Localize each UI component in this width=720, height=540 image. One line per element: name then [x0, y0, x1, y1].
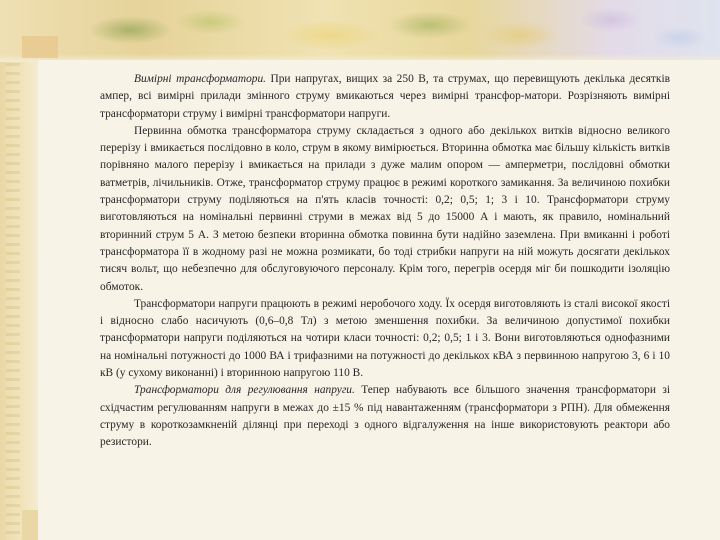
bottom-accent: [22, 510, 38, 540]
left-decorative-band: [0, 0, 38, 540]
paragraph-heading: Трансформатори для регулювання напруги.: [134, 384, 355, 397]
document-text: [100, 71, 670, 452]
paragraph-measuring-transformers: [100, 71, 670, 123]
paragraph-current-transformer: [100, 123, 670, 296]
floral-banner: [0, 0, 720, 62]
corner-accent: [22, 36, 58, 58]
paragraph-body: Первинна обмотка трансформатора струму складається з одного або декількох витків відносно великого перерізу і вмикається послідовно в коло, струм в якому вимірюється. Вторинна обмотка має більшу кількість витків порівняно малого перерізу і вмикається на прилади з дуже малим опором — амперметри, послідовні обмотки ватметрів, лічильників. Отже, трансформатор струму працює в режимі короткого замикання. За величиною похибки трансформатори струму поділяються на п'ять класів точності: 0,2; 0,5; 1; 3 і 10. Трансформатори струму виготовляються на номінальні первинні струми в межах від 5 до 15000 А і мають, як правило, номінальний вторинний струм 5 А. З метою безпеки вторинна обмотка повинна бути надійно заземлена. При вмиканні і роботі трансформатора її в жодному разі не можна розмикати, бо тоді стрибки напруги на ній можуть досягати декількох тисяч вольт, що небезпечно для обслуговуючого персоналу. Крім того, перегрів осердя міг би пошкодити ізоляцію обмоток.: [100, 124, 670, 293]
paragraph-regulating-transformers: [100, 382, 670, 451]
paragraph-body: Тепер набувають все більшого значення трансформатори зі східчастим регулюванням напруги в межах до ±15 % під навантаженням (трансформатори з РПН). Для обмеження струму в короткозамкненій ділянці при переході з одного відгалуження на інше використовують реактори або резистори.: [100, 384, 670, 449]
paragraph-heading: Вимірні трансформатори.: [134, 73, 267, 85]
paragraph-body: Трансформатори напруги працюють в режимі неробочого ходу. Їх осердя виготовляють із сталі високої якості і відносно слабо насичують (0,6–0,8 Тл) з метою зменшення похибки. За величиною допустимої похибки трансформатори напруги поділяються на чотири класи точності: 0,2; 0,5; 1 і 3. Вони виготовляються однофазними на номінальні потужності до 1000 ВА і трифазними на потужності до декількох кВА з первинною напругою 3, 6 і 10 кВ (у сухому виконанні) і вторинною напругою 110 В.: [100, 297, 670, 380]
paragraph-body: При напругах, вищих за 250 В, та струмах, що перевищують декілька десятків ампер, всі вимірні прилади змінного струму вмикаються через вимірні трансфор-матори. Розрізняють вимірні трансформатори струму і вимірні трансформатори напруги.: [100, 73, 670, 120]
paragraph-voltage-transformer: [100, 296, 670, 382]
